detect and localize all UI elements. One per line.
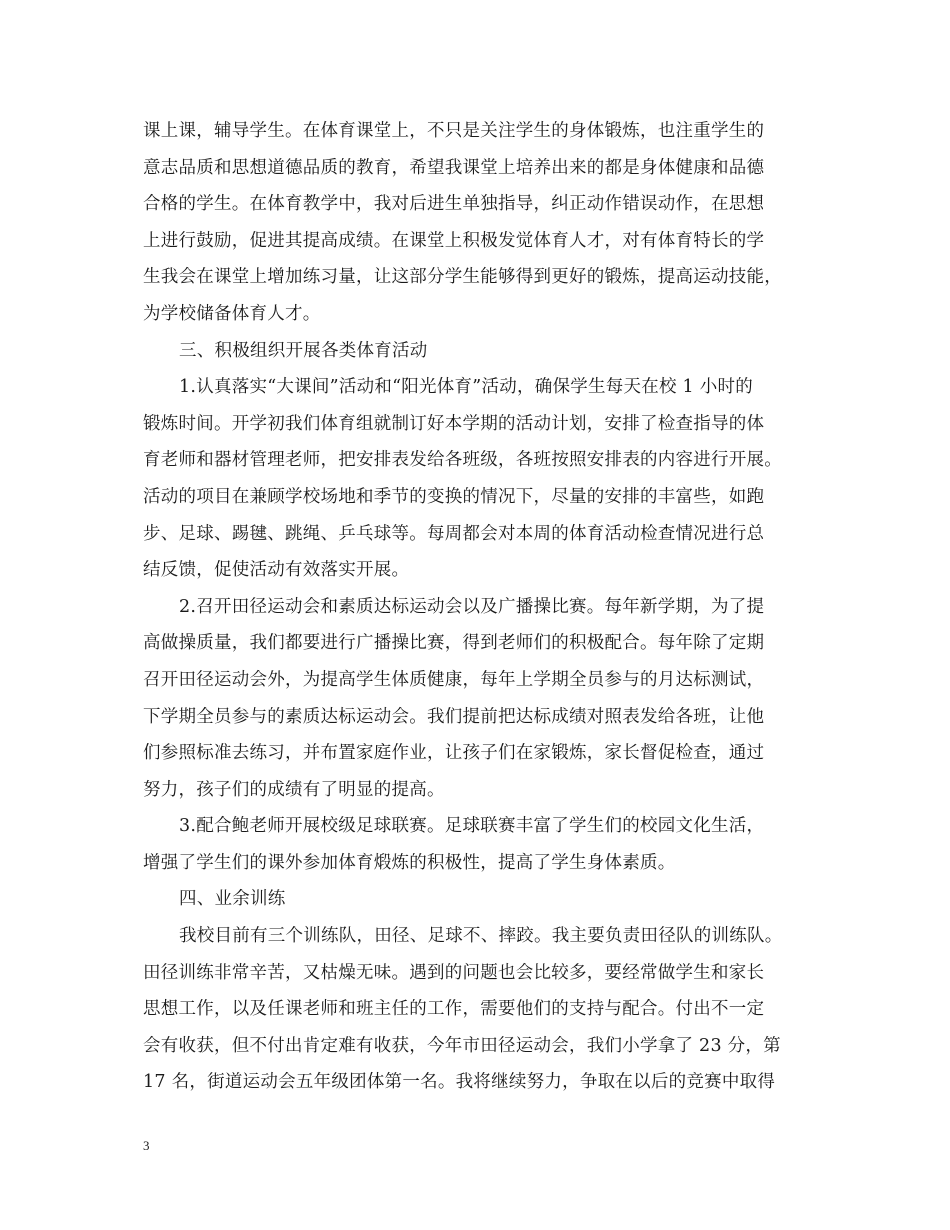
text-line: 我校目前有三个训练队，田径、足球不、摔跤。我主要负责田径队的训练队。 <box>179 926 783 947</box>
text-line: 生我会在课堂上增加练习量，让这部分学生能够得到更好的锻炼，提高运动技能， <box>143 267 782 288</box>
section-heading: 三、积极组织开展各类体育活动 <box>179 340 428 361</box>
text-line: 增强了学生们的课外参加体育煅炼的积极性，提高了学生身体素质。 <box>143 852 676 873</box>
text-line: 为学校储备体育人才。 <box>143 303 321 324</box>
text-line: 结反馈，促使活动有效落实开展。 <box>143 560 410 581</box>
text-line: 意志品质和思想道德品质的教育，希望我课堂上培养出来的都是身体健康和品德 <box>143 157 765 178</box>
text-line: 会有收获，但不付出肯定难有收获，今年市田径运动会，我们小学拿了 23 分，第 <box>143 1035 781 1056</box>
document-body <box>143 113 808 1101</box>
text-line: 课上课，辅导学生。在体育课堂上，不只是关注学生的身体锻炼，也注重学生的 <box>143 121 765 141</box>
text-line: 们参照标准去练习，并布置家庭作业，让孩子们在家锻炼，家长督促检查，通过 <box>143 743 765 764</box>
text-line: 2.召开田径运动会和素质达标运动会以及广播操比赛。每年新学期，为了提 <box>179 596 765 617</box>
text-line: 17 名，街道运动会五年级团体第一名。我将继续努力，争取在以后的竞赛中取得 <box>143 1072 776 1093</box>
text-line: 田径训练非常辛苦，又枯燥无味。遇到的问题也会比较多，要经常做学生和家长 <box>143 962 765 983</box>
section-heading: 四、业余训练 <box>179 889 286 910</box>
text-line: 高做操质量，我们都要进行广播操比赛，得到老师们的积极配合。每年除了定期 <box>143 633 765 654</box>
text-line: 召开田径运动会外，为提高学生体质健康，每年上学期全员参与的月达标测试， <box>143 669 765 690</box>
text-line: 合格的学生。在体育教学中，我对后进生单独指导，纠正动作错误动作，在思想 <box>143 194 765 215</box>
text-line: 思想工作，以及任课老师和班主任的工作，需要他们的支持与配合。付出不一定 <box>143 999 765 1020</box>
text-line: 活动的项目在兼顾学校场地和季节的变换的情况下，尽量的安排的丰富些，如跑 <box>143 486 765 507</box>
text-line: 努力，孩子们的成绩有了明显的提高。 <box>143 779 445 800</box>
page-number: 3 <box>143 1138 150 1153</box>
text-line: 3.配合鲍老师开展校级足球联赛。足球联赛丰富了学生们的校园文化生活， <box>179 816 765 837</box>
text-line: 上进行鼓励，促进其提高成绩。在课堂上积极发觉体育人才，对有体育特长的学 <box>143 230 765 251</box>
text-line: 锻炼时间。开学初我们体育组就制订好本学期的活动计划，安排了检查指导的体 <box>143 413 765 434</box>
text-line: 1.认真落实“大课间”活动和“阳光体育”活动，确保学生每天在校 1 小时的 <box>179 377 753 398</box>
text-line: 下学期全员参与的素质达标运动会。我们提前把达标成绩对照表发给各班，让他 <box>143 706 765 727</box>
text-line: 育老师和器材管理老师，把安排表发给各班级，各班按照安排表的内容进行开展。 <box>143 450 782 471</box>
text-line: 步、足球、踢毽、跳绳、乒乓球等。每周都会对本周的体育活动检查情况进行总 <box>143 523 765 544</box>
